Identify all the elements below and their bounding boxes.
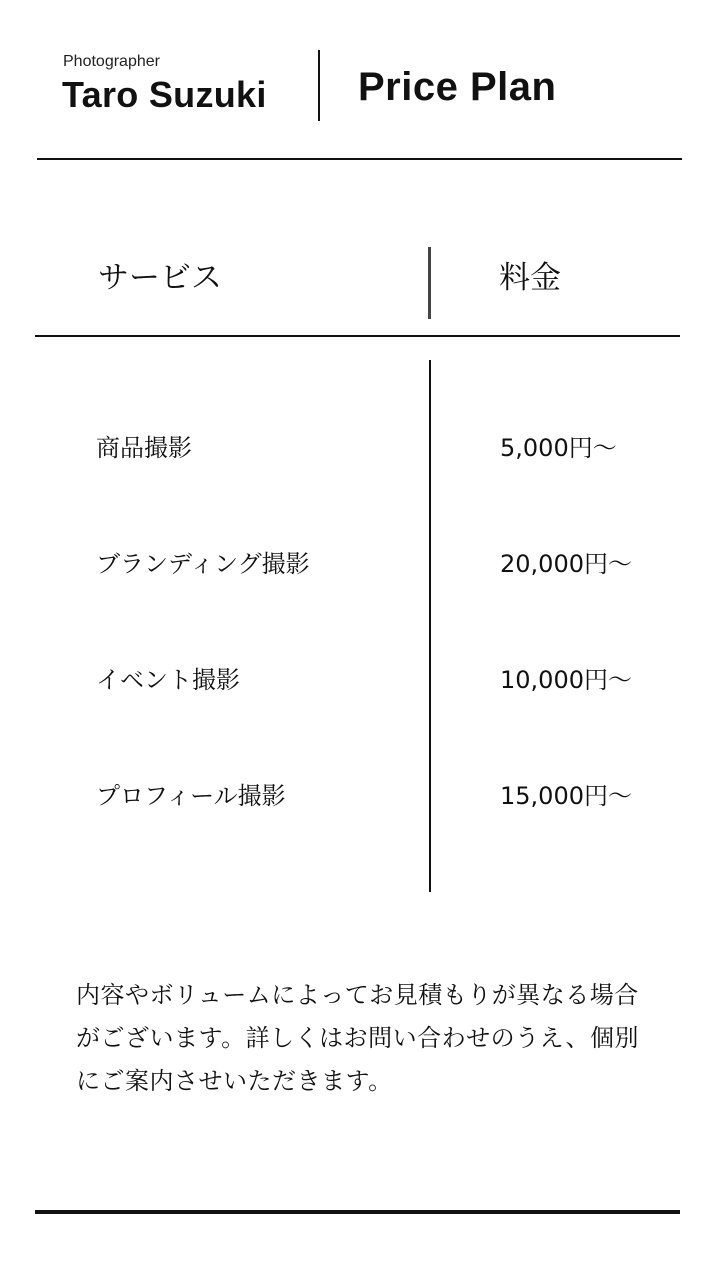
- header-role: Photographer: [63, 53, 160, 70]
- column-header-service: サービス: [98, 260, 222, 296]
- header-divider: [318, 50, 320, 121]
- table-row: [0, 778, 720, 814]
- service-price: 20,000円～: [500, 550, 632, 578]
- page-title: Price Plan: [358, 65, 557, 109]
- service-price: 15,000円～: [500, 782, 632, 810]
- table-row: [0, 546, 720, 582]
- pricing-note: 内容やボリュームによってお見積もりが異なる場合がございます。詳しくはお問い合わせのうえ、個別にご案内させいただきます。: [76, 981, 640, 1095]
- table-row: [0, 430, 720, 466]
- service-name: 商品撮影: [96, 434, 192, 462]
- service-price: 5,000円～: [500, 434, 617, 462]
- header-rule: [37, 158, 682, 160]
- photographer-name: Taro Suzuki: [62, 74, 267, 115]
- footer-rule: [35, 1210, 680, 1214]
- column-header-price: 料金: [499, 260, 561, 296]
- column-header-divider: [428, 247, 431, 319]
- table-row: [0, 662, 720, 698]
- service-name: イベント撮影: [96, 666, 240, 694]
- table-header-rule: [35, 335, 680, 337]
- service-name: ブランディング撮影: [96, 550, 310, 578]
- service-name: プロフィール撮影: [96, 782, 286, 810]
- service-price: 10,000円～: [500, 666, 632, 694]
